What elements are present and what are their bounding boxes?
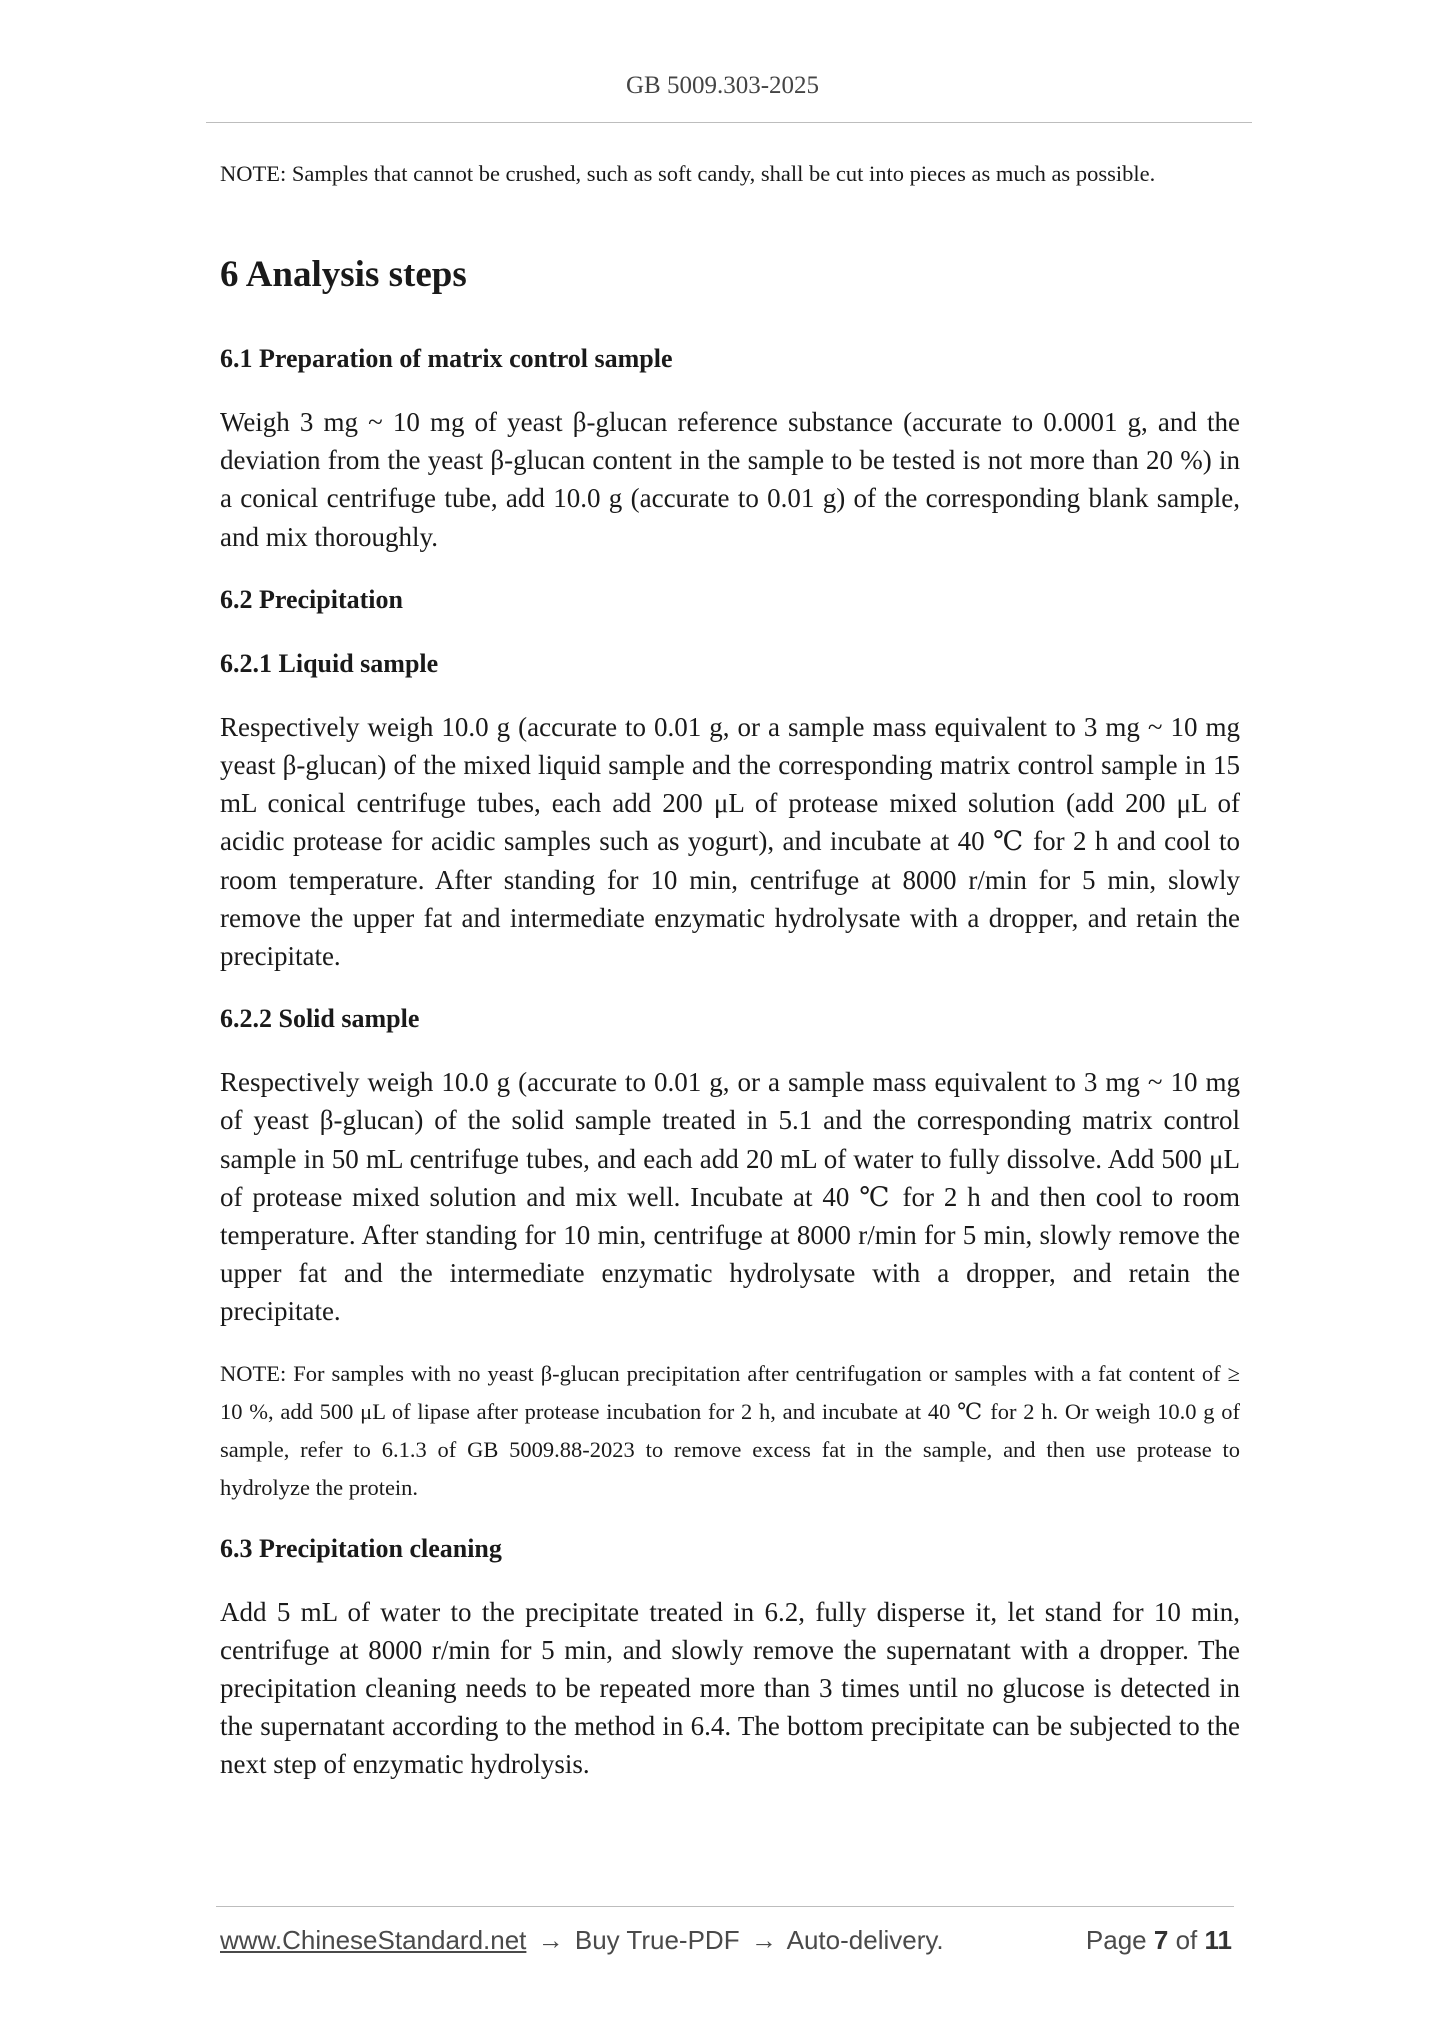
arrow-right-icon: → [750, 1925, 777, 1955]
page-current: 7 [1153, 1925, 1169, 1955]
footer-divider [216, 1906, 1234, 1907]
auto-delivery-text: Auto-delivery. [786, 1925, 944, 1955]
section-6-1-text: Weigh 3 mg ~ 10 mg of yeast β-glucan reference substance (accurate to 0.0001 g, and the deviation from the yeast β-glucan content in the sample to be tested is not more than 20 %) in a conical centrifuge tube, add 10.0 g (accurate to 0.01 g) of the corresponding blank sample, and mix thoroughly. [220, 407, 1240, 552]
section-6-2-heading: 6.2 Precipitation [220, 584, 403, 614]
header-divider [206, 122, 1252, 123]
arrow-right-icon: → [537, 1925, 564, 1955]
section-6-1-heading: 6.1 Preparation of matrix control sample [220, 344, 673, 373]
section-6-heading: 6 Analysis steps [220, 254, 467, 295]
buy-true-pdf-text: Buy True-PDF [574, 1925, 740, 1955]
page-indicator [1086, 1925, 1232, 1956]
page-footer [220, 1925, 1232, 1965]
website-link[interactable]: www.ChineseStandard.net [220, 1925, 527, 1955]
section-6-2-1-text: Respectively weigh 10.0 g (accurate to 0.01 g, or a sample mass equivalent to 3 mg ~ 10 mg yeast β-glucan) of the mixed liquid sample and the corresponding matrix control sample in 15 mL conical centrifuge tubes, each add 200 μL of protease mixed solution (add 200 μL of acidic protease for acidic samples such as yogurt), and incubate at 40 ℃ for 2 h and cool to room temperature. After standing for 10 min, centrifuge at 8000 r/min for 5 min, slowly remove the upper fat and intermediate enzymatic hydrolysate with a dropper, and retain the precipitate. [220, 711, 1240, 972]
section-6-3-heading: 6.3 Precipitation cleaning [220, 1533, 502, 1563]
section-6-2-2-note: NOTE: For samples with no yeast β-glucan precipitation after centrifugation or samples with a fat content of ≥ 10 %, add 500 μL of lipase after protease incubation for 2 h, and incubate at 40 ℃ for 2 h. Or weigh 10.0 g of sample, refer to 6.1.3 of GB 5009.88-2023 to remove excess fat in the sample, and then use protease to hydrolyze the protein. [220, 1360, 1240, 1500]
page-label: Page [1085, 1925, 1147, 1955]
section-6-2-2-heading: 6.2.2 Solid sample [220, 1004, 420, 1034]
page-content [220, 155, 1240, 1808]
intro-note-block [220, 155, 1240, 193]
header-standard-number: GB 5009.303-2025 [625, 72, 820, 99]
intro-note: NOTE: Samples that cannot be crushed, such as soft candy, shall be cut into pieces as much as possible. [220, 161, 1156, 186]
footer-promo [220, 1925, 944, 1956]
section-6-2-1-heading: 6.2.1 Liquid sample [220, 648, 439, 678]
page-of-label: of [1175, 1925, 1198, 1955]
section-6-3-text: Add 5 mL of water to the precipitate treated in 6.2, fully disperse it, let stand for 10 min, centrifuge at 8000 r/min for 5 min, and slowly remove the supernatant with a dropper. The precipitation cleaning needs to be repeated more than 3 times until no glucose is detected in the supernatant according to the method in 6.4. The bottom precipitate can be subjected to the next step of enzymatic hydrolysis. [220, 1596, 1240, 1780]
page-total: 11 [1204, 1925, 1232, 1955]
section-6-2-2-text: Respectively weigh 10.0 g (accurate to 0.01 g, or a sample mass equivalent to 3 mg ~ 10 mg of yeast β-glucan) of the solid sample treated in 5.1 and the corresponding matrix control sample in 50 mL centrifuge tubes, and each add 20 mL of water to fully dissolve. Add 500 μL of protease mixed solution and mix well. Incubate at 40 ℃ for 2 h and then cool to room temperature. After standing for 10 min, centrifuge at 8000 r/min for 5 min, slowly remove the upper fat and the intermediate enzymatic hydrolysate with a dropper, and retain the precipitate. [220, 1067, 1240, 1327]
